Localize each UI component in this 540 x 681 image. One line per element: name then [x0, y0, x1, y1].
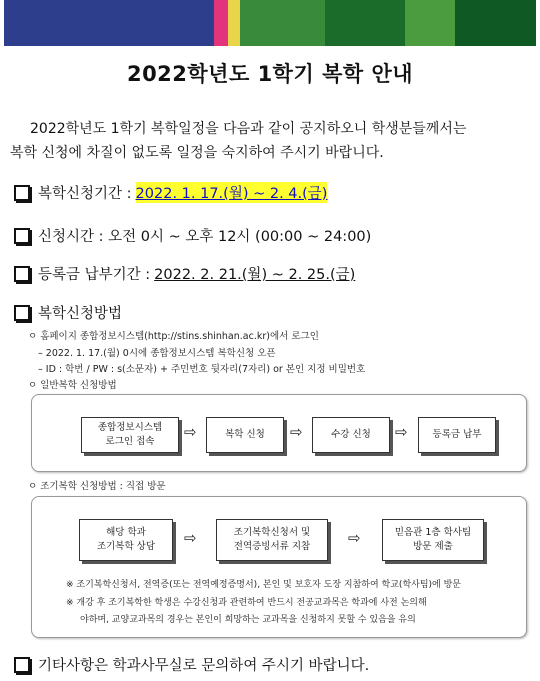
band-segment: [228, 0, 240, 46]
item-etc: [14, 654, 369, 675]
early-flow-panel: [31, 496, 527, 638]
method-bullet-2: ㅇ 일반복학 신청방법: [28, 380, 117, 391]
step-apply: 복학 신청: [206, 417, 284, 453]
checkbox-square-icon: [14, 266, 30, 282]
note-2b: 야하며, 교양교과목의 경우는 본인이 희망하는 교과목을 신청하지 못할 수 있음을 유의: [80, 615, 416, 625]
arrow-right-icon: ⇨: [184, 423, 197, 441]
arrow-right-icon: ⇨: [184, 529, 197, 547]
band-segment: [405, 0, 455, 46]
note-1: ※ 조기복학신청서, 전역증(또는 전역예정증명서), 본인 및 보호자 도장 지참하여 학교(학사팀)에 방문: [66, 580, 461, 590]
step-prepare-documents: 조기복학신청서 및 전역증빙서류 지참: [216, 519, 328, 561]
period-value: 2022. 1. 17.(월) ~ 2. 4.(금): [136, 182, 328, 203]
intro-line-2: 복학 신청에 차질이 없도록 일정을 숙지하여 주시기 바랍니다.: [10, 145, 384, 161]
item-method: [14, 302, 122, 323]
method-bullet-1a: – 2022. 1. 17.(월) 0시에 종합정보시스템 복학신청 오픈: [38, 348, 276, 359]
method-bullet-1: ㅇ 홈페이지 종합정보시스템(http://stins.shinhan.ac.kr)에서 로그인: [28, 331, 319, 342]
etc-label: 기타사항은 학과사무실로 문의하여 주시기 바랍니다.: [38, 658, 370, 674]
arrow-right-icon: ⇨: [290, 423, 303, 441]
item-application-time: [14, 225, 371, 246]
method-bullet-3: ㅇ 조기복학 신청방법 : 직접 방문: [28, 481, 166, 492]
step-course-registration: 수강 신청: [312, 417, 390, 453]
intro-line-1: 2022학년도 1학기 복학일정을 다음과 같이 공지하오니 학생분들께서는: [30, 121, 467, 137]
step-department-consult: 해당 학과 조기복학 상담: [79, 519, 173, 561]
step-tuition-payment: 등록금 납부: [418, 417, 496, 453]
arrow-right-icon: ⇨: [395, 423, 408, 441]
band-segment: [4, 0, 214, 46]
period-label: 복학신청기간 :: [38, 186, 132, 202]
step-submit-academic-office: 믿음관 1층 학사팀 방문 제출: [382, 519, 484, 561]
fee-label: 등록금 납부기간 :: [38, 267, 151, 283]
band-segment: [455, 0, 536, 46]
step-login: 종합정보시스템 로그인 접속: [81, 417, 179, 453]
item-fee-period: [14, 263, 355, 284]
method-bullet-1b: – ID : 학번 / PW : s(소문자) + 주민번호 뒷자리(7자리) or 본인 지정 비밀번호: [38, 364, 366, 375]
fee-value: 2022. 2. 21.(월) ~ 2. 25.(금): [154, 267, 356, 283]
checkbox-square-icon: [14, 305, 30, 321]
band-segment: [214, 0, 228, 46]
arrow-right-icon: ⇨: [348, 529, 361, 547]
method-label: 복학신청방법: [38, 306, 123, 322]
band-segment: [240, 0, 325, 46]
checkbox-square-icon: [14, 228, 30, 244]
header-color-band: [4, 0, 536, 46]
general-flow-panel: [31, 394, 527, 472]
checkbox-square-icon: [14, 185, 30, 201]
checkbox-square-icon: [14, 657, 30, 673]
item-application-period: [14, 182, 327, 203]
page-title: 2022학년도 1학기 복학 안내: [126, 62, 414, 86]
time-label: 신청시간 : 오전 0시 ~ 오후 12시 (00:00 ~ 24:00): [38, 229, 372, 245]
band-segment: [325, 0, 405, 46]
note-2a: ※ 개강 후 조기복학한 학생은 수강신청과 관련하여 반드시 전공교과목은 학과에 사전 논의해: [66, 598, 427, 608]
